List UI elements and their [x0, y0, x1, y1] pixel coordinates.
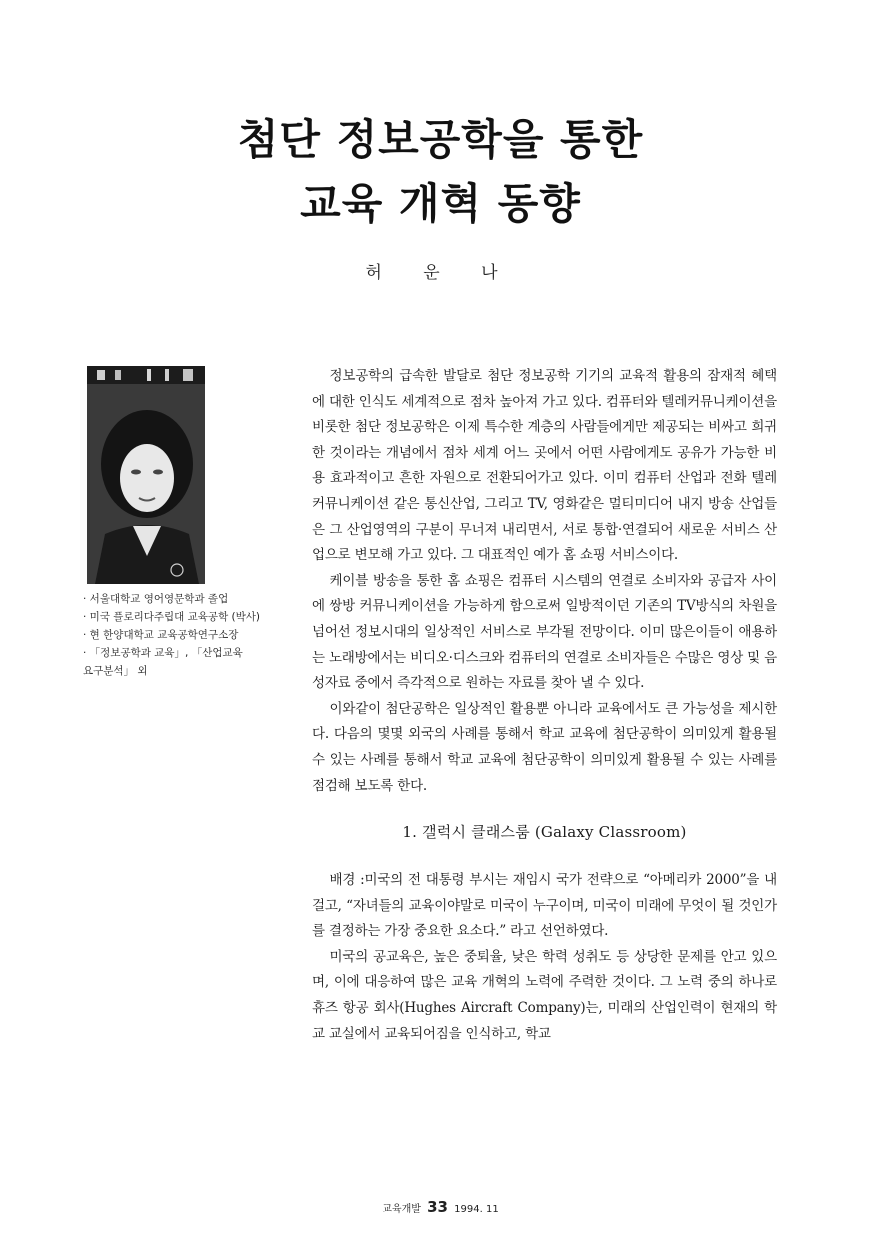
section-heading: 1. 갤럭시 클래스룸 (Galaxy Classroom) [402, 823, 687, 842]
page-footer [0, 1198, 881, 1216]
intro-paragraph-3: 이와같이 첨단공학은 일상적인 활용뿐 아니라 교육에서도 큰 가능성을 제시한다. 다음의 몇몇 외국의 사례를 통해서 학교 교육에 첨단공학이 의미있게 활용될 수 있는 사례를 통해서 학교 교육에 첨단공학이 의미있게 활용될 수 있는 사례를 점검해 보도록 한다. [312, 700, 777, 794]
article-body [312, 364, 777, 1047]
bio-line: · 「정보공학과 교육」, 「산업교육 [83, 647, 243, 659]
author-bio [83, 590, 283, 680]
author-portrait-image [87, 366, 205, 584]
bio-line: · 미국 플로리다주립대 교육공학 (박사) [83, 611, 261, 623]
article-title [0, 108, 881, 236]
section-paragraph-1-text: 미국의 전 대통령 부시는 재임시 국가 전략으로 “아메리카 2000”을 내걸고, “자녀들의 교육이야말로 미국이 누구이며, 미국이 미래에 무엇이 될 것인가를 결정하는 가장 중요한 요소다.” 라고 선언하였다. [312, 872, 778, 940]
journal-name: 교육개발 [382, 1204, 421, 1215]
background-label: 배경 : [329, 872, 365, 889]
author-photo [87, 366, 205, 584]
section-paragraph-2: 미국의 공교육은, 높은 중퇴율, 낮은 학력 성취도 등 상당한 문제를 안고 있으며, 이에 대응하여 많은 교육 개혁의 노력에 주력한 것이다. 그 노력 중의 하나로 휴즈 항공 회사(Hughes Aircraft Company)는, 미래의 산업인력이 현재의 학교 교실에서 교육되어짐을 인식하고, 학교 [312, 948, 777, 1042]
page-number: 33 [427, 1198, 448, 1216]
title-line-1: 첨단 정보공학을 통한 [237, 115, 644, 164]
bio-line: · 서울대학교 영어영문학과 졸업 [83, 593, 229, 605]
issue-date: 1994. 11 [454, 1204, 499, 1215]
intro-paragraph-1: 정보공학의 급속한 발달로 첨단 정보공학 기기의 교육적 활용의 잠재적 혜택에 대한 인식도 세계적으로 점차 높아져 가고 있다. 컴퓨터와 텔레커뮤니케이션을 비롯한 첨단 정보공학은 이제 특수한 계층의 사람들에게만 제공되는 비싸고 희귀한 것이라는 개념에서 점차 세계 어느 곳에서 어떤 사람에게도 공유가 가능한 비용 효과적이고 흔한 자원으로 전환되어가고 있다. 이미 컴퓨터 산업과 전화 텔레커뮤니케이션 같은 통신산업, 그리고 TV, 영화같은 멀티미디어 내지 방송 산업들은 그 산업영역의 구분이 무너져 내리면서, 서로 통합·연결되어 새로운 서비스 산업으로 변모해 가고 있다. 그 대표적인 예가 홈 쇼핑 서비스이다. [312, 368, 777, 564]
bio-line: 요구분석」 외 [83, 665, 148, 677]
bio-line: · 현 한양대학교 교육공학연구소장 [83, 629, 239, 641]
author-name: 허 운 나 [365, 263, 516, 283]
section-paragraph-1 [312, 868, 777, 945]
intro-paragraph-2: 케이블 방송을 통한 홈 쇼핑은 컴퓨터 시스템의 연결로 소비자와 공급자 사이에 쌍방 커뮤니케이션을 가능하게 함으로써 일방적이던 기존의 TV방식의 차원을 넘어선 정보시대의 일상적인 서비스로 부각될 전망이다. 이미 많은이들이 애용하는 노래방에서는 비디오·디스크와 컴퓨터의 연결로 소비자들은 수많은 영상 및 음성자료 중에서 즉각적으로 원하는 자료를 찾아 낼 수 있다. [312, 572, 777, 692]
title-line-2: 교육 개혁 동향 [300, 179, 581, 228]
